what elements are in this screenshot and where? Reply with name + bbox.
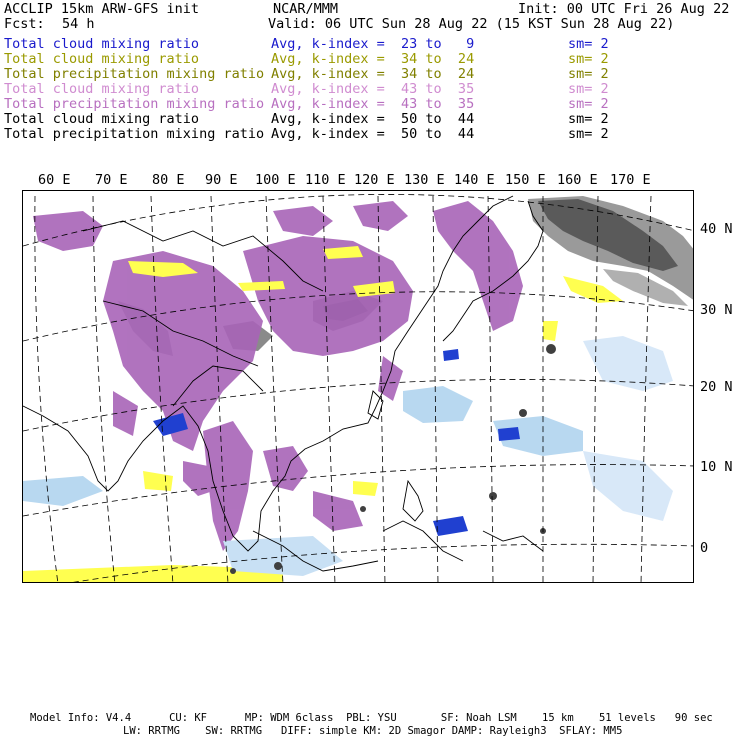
model-info-line1: Model Info: V4.4 CU: KF MP: WDM 6class PBL: YSU SF: Noah LSM 15 km 51 levels 90 sec (30, 712, 713, 724)
longitude-label: 110 E (305, 172, 346, 188)
field-smoothing: sm= 2 (568, 111, 609, 127)
field-smoothing: sm= 2 (568, 81, 609, 97)
longitude-label: 100 E (255, 172, 296, 188)
longitude-label: 60 E (38, 172, 71, 188)
field-k-index: Avg, k-index = 23 to 9 (271, 36, 475, 52)
map-plot (23, 191, 694, 583)
latitude-label: 10 N (700, 459, 733, 475)
forecast-hours: 54 h (62, 16, 95, 32)
cloud-purple-layer (33, 201, 523, 551)
field-k-index: Avg, k-index = 34 to 24 (271, 51, 475, 67)
longitude-label: 70 E (95, 172, 128, 188)
map-panel (22, 190, 694, 583)
model-info-line2: LW: RRTMG SW: RRTMG DIFF: simple KM: 2D Smagor DAMP: Rayleigh3 SFLAY: MM5 (123, 725, 623, 737)
field-k-index: Avg, k-index = 50 to 44 (271, 126, 475, 142)
latitude-label: 40 N (700, 221, 733, 237)
longitude-label: 140 E (454, 172, 495, 188)
longitude-label: 80 E (152, 172, 185, 188)
field-name: Total precipitation mixing ratio (4, 126, 265, 142)
cloud-blue-layer (23, 336, 673, 576)
longitude-label: 90 E (205, 172, 238, 188)
field-name: Total cloud mixing ratio (4, 111, 200, 127)
field-name: Total cloud mixing ratio (4, 81, 200, 97)
field-name: Total cloud mixing ratio (4, 51, 200, 67)
longitude-label: 160 E (557, 172, 598, 188)
field-k-index: Avg, k-index = 43 to 35 (271, 96, 475, 112)
longitude-label: 150 E (505, 172, 546, 188)
field-smoothing: sm= 2 (568, 96, 609, 112)
latitude-label: 30 N (700, 302, 733, 318)
latitude-label: 0 (700, 540, 709, 556)
field-k-index: Avg, k-index = 34 to 24 (271, 66, 475, 82)
field-name: Total cloud mixing ratio (4, 36, 200, 52)
organization: NCAR/MMM (273, 1, 339, 17)
field-smoothing: sm= 2 (568, 36, 609, 52)
longitude-label: 170 E (610, 172, 651, 188)
field-k-index: Avg, k-index = 50 to 44 (271, 111, 475, 127)
field-name: Total precipitation mixing ratio (4, 66, 265, 82)
field-smoothing: sm= 2 (568, 51, 609, 67)
forecast-label: Fcst: (4, 16, 45, 32)
longitude-label: 130 E (404, 172, 445, 188)
init-time: Init: 00 UTC Fri 26 Aug 22 (518, 1, 730, 17)
field-smoothing: sm= 2 (568, 126, 609, 142)
field-k-index: Avg, k-index = 43 to 35 (271, 81, 475, 97)
field-name: Total precipitation mixing ratio (4, 96, 265, 112)
model-title: ACCLIP 15km ARW-GFS init (4, 1, 200, 17)
longitude-label: 120 E (354, 172, 395, 188)
field-smoothing: sm= 2 (568, 66, 609, 82)
valid-time: Valid: 06 UTC Sun 28 Aug 22 (15 KST Sun 28 Aug 22) (268, 16, 675, 32)
latitude-label: 20 N (700, 379, 733, 395)
